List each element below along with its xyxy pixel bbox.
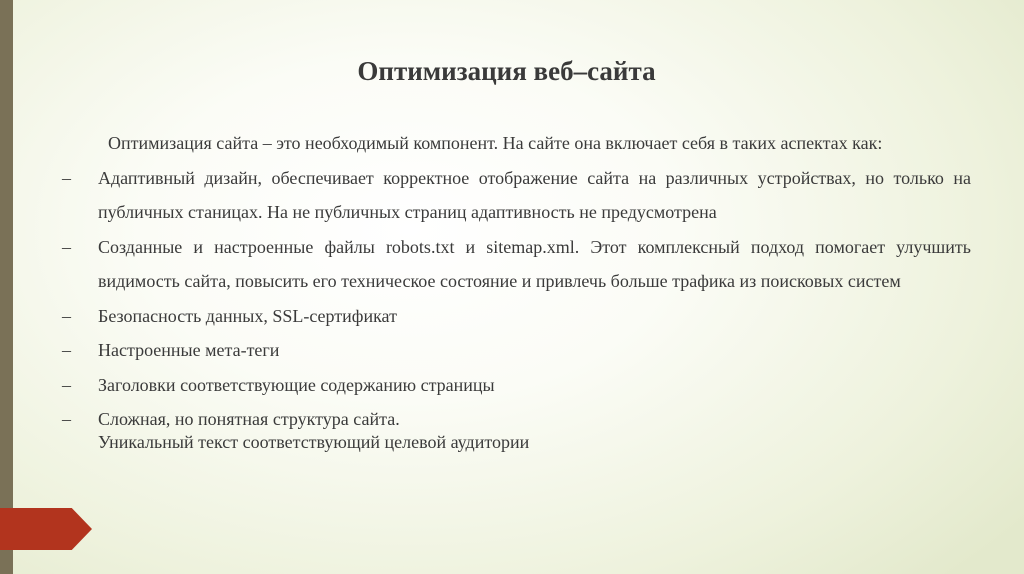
intro-paragraph: Оптимизация сайта – это необходимый компонент. На сайте она включает себя в таких аспектах как: <box>108 133 883 153</box>
bullet-item <box>62 431 971 453</box>
dash-marker: – <box>62 374 71 395</box>
slide-body <box>62 126 971 453</box>
slide-title: Оптимизация веб–сайта <box>357 56 656 86</box>
bullet-item <box>62 368 971 403</box>
bullet-text: Сложная, но понятная структура сайта. <box>98 409 400 429</box>
dash-marker: – <box>62 409 71 429</box>
bullet-text: Адаптивный дизайн, обеспечивает корректное отображение сайта на различных устройствах, но только на публичных станицах. На не публичных страниц адаптивность не предусмотрена <box>98 167 971 222</box>
dash-marker: – <box>62 305 71 326</box>
bullet-text: Безопасность данных, SSL-сертификат <box>98 305 397 326</box>
bullet-text: Уникальный текст соответствующий целевой аудитории <box>98 431 530 452</box>
bullet-text: Заголовки соответствующие содержанию страницы <box>98 374 495 395</box>
bullet-item <box>62 230 971 299</box>
dash-marker: – <box>62 167 71 188</box>
accent-arrow-shape <box>0 508 92 550</box>
dash-marker: – <box>62 236 71 257</box>
bullet-item <box>62 161 971 230</box>
bullet-text: Созданные и настроенные файлы robots.txt и sitemap.xml. Этот комплексный подход помогает улучшить видимость сайта, повысить его техническое состояние и привлечь больше трафика из поисковых систем <box>98 236 971 291</box>
dash-marker: – <box>62 340 71 360</box>
bullet-text: Настроенные мета-теги <box>98 340 280 360</box>
bullet-list <box>62 161 971 453</box>
bullet-item <box>62 299 971 334</box>
bullet-item <box>62 333 971 368</box>
